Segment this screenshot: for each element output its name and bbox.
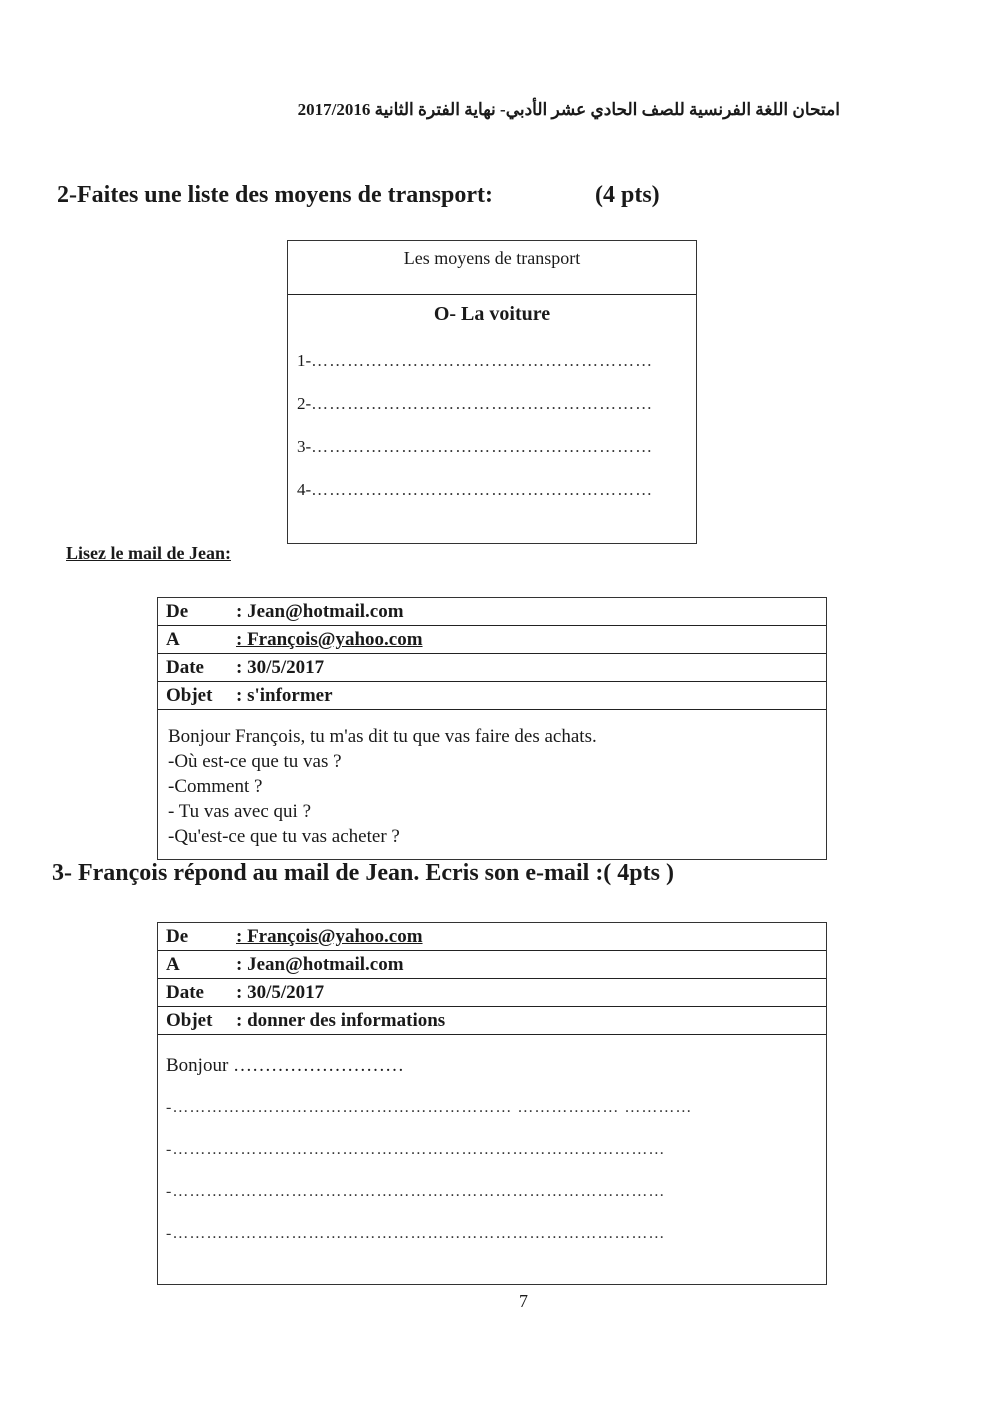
reply-answer-line[interactable]: -…………………………………………………… ……………… ………… <box>166 1099 693 1116</box>
transport-table-header: Les moyens de transport <box>288 241 696 295</box>
email-field-value: : Jean@hotmail.com <box>236 954 404 975</box>
email-field-key: A <box>166 629 180 650</box>
email-field-value: : 30/5/2017 <box>236 982 325 1003</box>
reply-answer-line[interactable]: -…………………………………………………………………………… <box>166 1183 666 1200</box>
email-body-line: Bonjour François, tu m'as dit tu que vas faire des achats. <box>168 726 597 747</box>
email-field-key: A <box>166 954 180 975</box>
email-from-row <box>158 598 826 626</box>
email-field-key: De <box>166 601 189 622</box>
email-date-row <box>158 979 826 1007</box>
answer-line[interactable] <box>297 394 677 437</box>
answer-line-label: 4- <box>297 480 312 499</box>
email-field-key: Date <box>166 982 204 1003</box>
email-field-key: Objet <box>166 685 213 706</box>
answer-line[interactable] <box>297 437 677 480</box>
email-field-value: : s'informer <box>236 685 333 706</box>
transport-example: O- La voiture <box>433 303 551 325</box>
answer-line-dots: ………………………………………………… <box>311 480 654 499</box>
answer-line[interactable] <box>297 480 677 523</box>
transport-answer-lines <box>297 351 677 523</box>
question-2-title <box>57 182 660 209</box>
reply-answer-line[interactable]: -…………………………………………………………………………… <box>166 1225 666 1242</box>
email-subject-row <box>158 682 826 710</box>
jean-email <box>157 597 827 860</box>
email-date-row <box>158 654 826 682</box>
email-field-value: : 30/5/2017 <box>236 657 325 678</box>
page-number: 7 <box>519 1291 528 1311</box>
email-field-value: : donner des informations <box>236 1010 446 1031</box>
email-to-row <box>158 626 826 654</box>
email-subject-row <box>158 1007 826 1035</box>
reply-greeting[interactable]: Bonjour ……………………… <box>166 1055 405 1076</box>
read-mail-label: Lisez le mail de Jean: <box>66 543 231 563</box>
email-body-line: -Où est-ce que tu vas ? <box>168 751 342 772</box>
email-body-line: -Qu'est-ce que tu vas acheter ? <box>168 826 400 847</box>
question-2-points: (4 pts) <box>595 182 660 208</box>
answer-line-dots: ………………………………………………… <box>311 351 654 370</box>
exam-header: امتحان اللغة الفرنسية للصف الحادي عشر الأدبي- نهاية الفترة الثانية 2017/2016 <box>297 100 840 119</box>
reply-body <box>158 1035 826 1267</box>
email-to-row <box>158 951 826 979</box>
email-body <box>158 710 826 849</box>
email-field-value: : François@yahoo.com <box>236 926 423 947</box>
reply-answer-line[interactable]: -…………………………………………………………………………… <box>166 1141 666 1158</box>
email-from-row <box>158 923 826 951</box>
answer-line-label: 3- <box>297 437 312 456</box>
question-2-text: 2-Faites une liste des moyens de transport: <box>57 182 493 208</box>
transport-table <box>287 240 697 544</box>
answer-line[interactable] <box>297 351 677 394</box>
email-field-value: : François@yahoo.com <box>236 629 423 650</box>
answer-line-label: 1- <box>297 351 312 370</box>
answer-line-dots: ………………………………………………… <box>311 394 654 413</box>
answer-line-label: 2- <box>297 394 312 413</box>
email-field-key: Objet <box>166 1010 213 1031</box>
question-3-title: 3- François répond au mail de Jean. Ecris son e-mail :( 4pts ) <box>52 860 674 886</box>
email-field-key: De <box>166 926 189 947</box>
francois-reply-email <box>157 922 827 1285</box>
email-body-line: - Tu vas avec qui ? <box>168 801 312 822</box>
answer-line-dots: ………………………………………………… <box>311 437 654 456</box>
email-field-value: : Jean@hotmail.com <box>236 601 404 622</box>
email-body-line: -Comment ? <box>168 776 263 797</box>
email-field-key: Date <box>166 657 204 678</box>
